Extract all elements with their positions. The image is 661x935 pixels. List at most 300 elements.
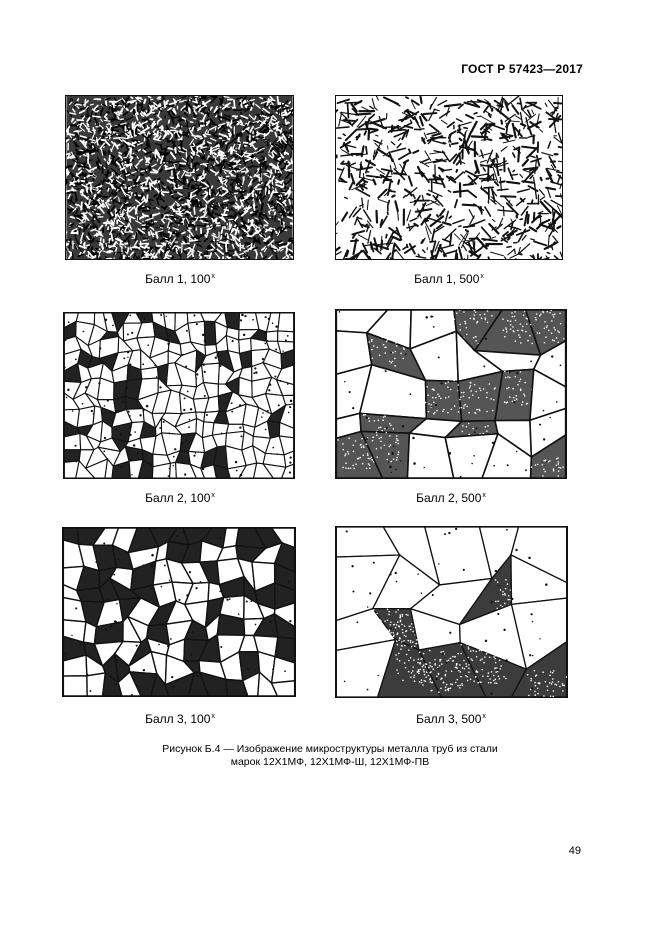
speckle: [463, 311, 465, 313]
structure-line: [514, 249, 515, 254]
speckle: [397, 673, 399, 675]
speck: [516, 372, 518, 374]
speckle: [558, 467, 560, 469]
structure-line: [168, 170, 170, 171]
speckle: [371, 357, 373, 359]
speck: [146, 405, 148, 407]
grain: [278, 313, 294, 332]
speckle: [417, 662, 419, 664]
speckle: [523, 393, 525, 395]
structure-line: [511, 121, 519, 122]
speckle: [551, 320, 553, 322]
speck: [110, 412, 111, 413]
speckle: [476, 409, 478, 411]
speckle: [475, 676, 477, 678]
speck: [205, 622, 207, 624]
structure-line: [264, 173, 267, 174]
structure-line: [86, 167, 88, 168]
structure-line: [206, 134, 210, 135]
speckle: [520, 388, 522, 390]
speckle: [502, 318, 504, 320]
structure-line: [426, 221, 428, 222]
speck: [129, 454, 130, 455]
speckle: [408, 626, 410, 628]
speckle: [376, 629, 378, 631]
speck: [173, 465, 174, 466]
speck: [113, 574, 115, 576]
speckle: [519, 381, 521, 383]
structure-line: [365, 131, 366, 134]
structure-line: [80, 150, 83, 151]
speckle: [445, 686, 447, 688]
structure-line: [162, 96, 164, 97]
structure-line: [125, 232, 131, 233]
speckle: [484, 656, 486, 658]
structure-line: [134, 254, 135, 259]
structure-line: [276, 232, 277, 234]
speckle: [405, 667, 407, 669]
speckle: [424, 674, 426, 676]
speckle: [488, 682, 490, 684]
structure-line: [76, 178, 78, 180]
structure-line: [265, 164, 266, 169]
structure-line: [113, 183, 117, 184]
structure-line: [444, 254, 445, 256]
speckle: [438, 643, 440, 645]
speckle: [430, 671, 432, 673]
structure-line: [251, 227, 253, 228]
speckle: [423, 671, 425, 673]
speckle: [486, 651, 488, 653]
structure-line: [108, 188, 109, 191]
caption-1: [60, 272, 300, 286]
structure-line: [211, 147, 212, 154]
speckle: [432, 397, 434, 399]
speck: [413, 462, 416, 465]
standard-header: ГОСТ Р 57423—2017: [461, 62, 583, 76]
speckle: [418, 672, 420, 674]
speck: [386, 427, 388, 429]
speckle: [419, 662, 421, 664]
structure-line: [276, 189, 277, 192]
structure-line: [269, 211, 270, 214]
speckle: [509, 396, 511, 398]
speckle: [390, 444, 392, 446]
speckle: [388, 611, 390, 613]
speck: [402, 425, 404, 427]
speckle: [477, 682, 479, 684]
speck: [167, 350, 169, 352]
structure-line: [205, 235, 206, 237]
speckle: [515, 320, 517, 322]
micrograph-6-image: [336, 527, 567, 697]
speck: [280, 391, 282, 393]
speckle: [442, 651, 444, 653]
speckle: [535, 685, 537, 687]
speck: [180, 451, 182, 453]
structure-line: [142, 106, 143, 109]
speckle: [368, 458, 370, 460]
speck: [158, 373, 160, 375]
speckle: [394, 351, 396, 353]
speckle: [481, 669, 483, 671]
structure-line: [222, 214, 227, 215]
micrograph-3-image: [64, 313, 294, 478]
speckle: [562, 466, 564, 468]
speckle: [425, 676, 427, 678]
structure-line: [289, 227, 292, 228]
structure-line: [176, 249, 177, 253]
speckle: [489, 383, 491, 385]
structure-line: [285, 120, 286, 125]
structure-line: [209, 248, 212, 249]
structure-line: [204, 157, 205, 160]
speck: [556, 401, 558, 403]
speck: [185, 365, 187, 367]
speckle: [556, 458, 558, 460]
speckle: [429, 665, 431, 667]
speckle: [496, 608, 498, 610]
speck: [225, 597, 227, 599]
speckle: [464, 404, 466, 406]
speck: [187, 391, 189, 393]
speckle: [435, 397, 437, 399]
structure-line: [95, 241, 100, 242]
structure-line: [277, 97, 278, 105]
structure-line: [77, 220, 79, 221]
speckle: [476, 322, 478, 324]
speck: [131, 332, 133, 334]
speck: [133, 671, 135, 673]
speckle: [385, 633, 387, 635]
speckle: [452, 684, 454, 686]
structure-line: [254, 205, 255, 210]
speck: [253, 372, 255, 374]
speckle: [557, 457, 559, 459]
speck: [176, 535, 178, 537]
speckle: [376, 434, 378, 436]
speckle: [384, 352, 386, 354]
speckle: [414, 675, 416, 677]
speckle: [510, 328, 512, 330]
speck: [250, 600, 252, 602]
speck: [287, 383, 289, 385]
structure-line: [286, 248, 287, 253]
structure-line: [72, 119, 73, 122]
speckle: [430, 690, 432, 692]
speckle: [426, 386, 428, 388]
speckle: [515, 395, 517, 397]
speckle: [397, 609, 399, 611]
structure-line: [175, 198, 178, 199]
speckle: [405, 636, 407, 638]
speckle: [423, 665, 425, 667]
speckle: [463, 392, 465, 394]
structure-line: [291, 253, 293, 255]
speckle: [401, 624, 403, 626]
caption-4-mark: x: [482, 492, 486, 499]
speckle: [546, 325, 548, 327]
speckle: [381, 639, 383, 641]
speck: [192, 631, 194, 633]
speckle: [491, 671, 493, 673]
speckle: [537, 464, 539, 466]
speckle: [501, 655, 503, 657]
grain: [267, 421, 279, 438]
structure-line: [287, 123, 289, 124]
speckle: [345, 462, 347, 464]
speckle: [489, 649, 491, 651]
speckle: [468, 434, 470, 436]
structure-line: [192, 160, 193, 162]
speckle: [458, 670, 460, 672]
speckle: [397, 333, 399, 335]
speckle: [461, 431, 463, 433]
speck: [272, 669, 273, 670]
structure-line: [233, 134, 234, 136]
speckle: [457, 384, 459, 386]
grain: [202, 363, 220, 384]
speck: [156, 376, 157, 377]
speckle: [410, 642, 412, 644]
speckle: [499, 678, 501, 680]
speckle: [560, 467, 562, 469]
speckle: [493, 680, 495, 682]
speck: [82, 597, 84, 599]
speckle: [398, 336, 400, 338]
speck: [164, 565, 166, 567]
speck: [216, 354, 219, 357]
speckle: [423, 653, 425, 655]
speckle: [539, 332, 541, 334]
speckle: [429, 679, 431, 681]
speckle: [503, 676, 505, 678]
structure-line: [102, 140, 106, 141]
speckle: [558, 331, 560, 333]
structure-line: [252, 191, 254, 194]
speckle: [380, 441, 382, 443]
structure-line: [244, 231, 246, 232]
speckle: [411, 623, 413, 625]
speckle: [481, 317, 483, 319]
structure-line: [172, 187, 173, 190]
speckle: [550, 695, 552, 697]
structure-line: [406, 97, 408, 98]
speckle: [392, 428, 394, 430]
speckle: [438, 691, 440, 693]
speckle: [445, 674, 447, 676]
structure-line: [76, 157, 77, 161]
speckle: [492, 410, 494, 412]
speckle: [510, 324, 512, 326]
speckle: [485, 319, 487, 321]
speckle: [542, 671, 544, 673]
speckle: [404, 645, 406, 647]
speckle: [367, 453, 369, 455]
speckle: [380, 426, 382, 428]
structure-line: [513, 170, 514, 171]
speck: [200, 581, 202, 583]
speckle: [547, 311, 549, 313]
structure-line: [270, 174, 271, 177]
structure-line: [554, 103, 562, 104]
speckle: [507, 320, 509, 322]
speckle: [446, 684, 448, 686]
speck: [184, 397, 186, 399]
speck: [104, 437, 106, 439]
speckle: [458, 411, 460, 413]
speckle: [527, 340, 529, 342]
speck: [289, 461, 291, 463]
structure-line: [89, 164, 90, 167]
structure-line: [151, 119, 153, 120]
structure-line: [390, 191, 395, 192]
speckle: [559, 312, 561, 314]
speckle: [505, 327, 507, 329]
structure-line: [376, 135, 378, 136]
speck: [182, 531, 185, 534]
structure-line: [126, 170, 127, 173]
structure-line: [136, 197, 141, 198]
speck: [475, 427, 477, 429]
speckle: [495, 579, 497, 581]
speckle: [396, 640, 398, 642]
speckle: [490, 653, 492, 655]
speck: [509, 371, 511, 373]
structure-line: [456, 170, 457, 172]
speck: [280, 380, 282, 382]
speckle: [438, 673, 440, 675]
speckle: [372, 440, 374, 442]
structure-line: [219, 189, 220, 193]
speck: [385, 370, 387, 372]
structure-line: [260, 98, 262, 99]
speck: [127, 357, 128, 358]
speckle: [505, 678, 507, 680]
speckle: [365, 414, 367, 416]
speck: [160, 314, 162, 316]
speckle: [399, 638, 401, 640]
speckle: [406, 630, 408, 632]
speckle: [412, 666, 414, 668]
structure-line: [251, 140, 256, 141]
speck: [196, 373, 198, 375]
speck: [289, 620, 291, 622]
speckle: [460, 644, 462, 646]
speckle: [381, 337, 383, 339]
speckle: [447, 386, 449, 388]
structure-line: [147, 142, 148, 148]
speck: [412, 437, 415, 440]
speckle: [373, 637, 375, 639]
structure-line: [152, 247, 153, 249]
speckle: [488, 651, 490, 653]
structure-line: [125, 153, 127, 154]
structure-line: [76, 189, 79, 190]
speckle: [462, 667, 464, 669]
speck: [115, 659, 117, 661]
structure-line: [224, 141, 228, 142]
speckle: [382, 332, 384, 334]
speckle: [402, 615, 404, 617]
structure-line: [129, 240, 130, 247]
speckle: [495, 601, 497, 603]
structure-line: [210, 122, 211, 127]
speckle: [455, 682, 457, 684]
speck: [83, 331, 85, 333]
structure-line: [113, 199, 114, 204]
speckle: [436, 675, 438, 677]
speckle: [554, 683, 556, 685]
speckle: [497, 671, 499, 673]
speckle: [522, 326, 524, 328]
speck: [560, 364, 562, 366]
speckle: [386, 637, 388, 639]
speckle: [506, 331, 508, 333]
speck: [493, 364, 495, 366]
speckle: [406, 614, 408, 616]
speck: [543, 438, 545, 440]
structure-line: [87, 109, 88, 115]
speckle: [526, 318, 528, 320]
structure-line: [193, 118, 196, 119]
speckle: [505, 579, 507, 581]
speckle: [474, 314, 476, 316]
speck: [122, 401, 125, 404]
structure-line: [156, 243, 157, 246]
speckle: [475, 391, 477, 393]
speckle: [428, 675, 430, 677]
speckle: [543, 469, 545, 471]
structure-line: [118, 145, 120, 146]
speckle: [487, 425, 489, 427]
speckle: [466, 666, 468, 668]
structure-line: [511, 174, 518, 175]
speck: [268, 389, 270, 391]
speck: [267, 410, 269, 412]
speck: [255, 371, 257, 373]
speckle: [378, 438, 380, 440]
speckle: [521, 404, 523, 406]
speckle: [516, 398, 518, 400]
speck: [391, 452, 394, 455]
speckle: [552, 339, 554, 341]
speck: [451, 332, 453, 334]
speckle: [558, 463, 560, 465]
speckle: [480, 659, 482, 661]
structure-line: [228, 219, 233, 220]
speckle: [380, 437, 382, 439]
structure-line: [109, 107, 110, 109]
speckle: [414, 680, 416, 682]
speckle: [396, 345, 398, 347]
speckle: [434, 412, 436, 414]
speckle: [396, 624, 398, 626]
structure-line: [343, 134, 345, 135]
structure-line: [292, 205, 293, 208]
speck: [186, 330, 188, 332]
speckle: [474, 384, 476, 386]
structure-line: [450, 234, 451, 244]
speckle: [411, 646, 413, 648]
speckle: [453, 380, 455, 382]
speckle: [536, 313, 538, 315]
speckle: [371, 459, 373, 461]
speck: [507, 464, 509, 466]
speckle: [390, 362, 392, 364]
speck: [129, 415, 131, 417]
speck: [240, 474, 243, 477]
